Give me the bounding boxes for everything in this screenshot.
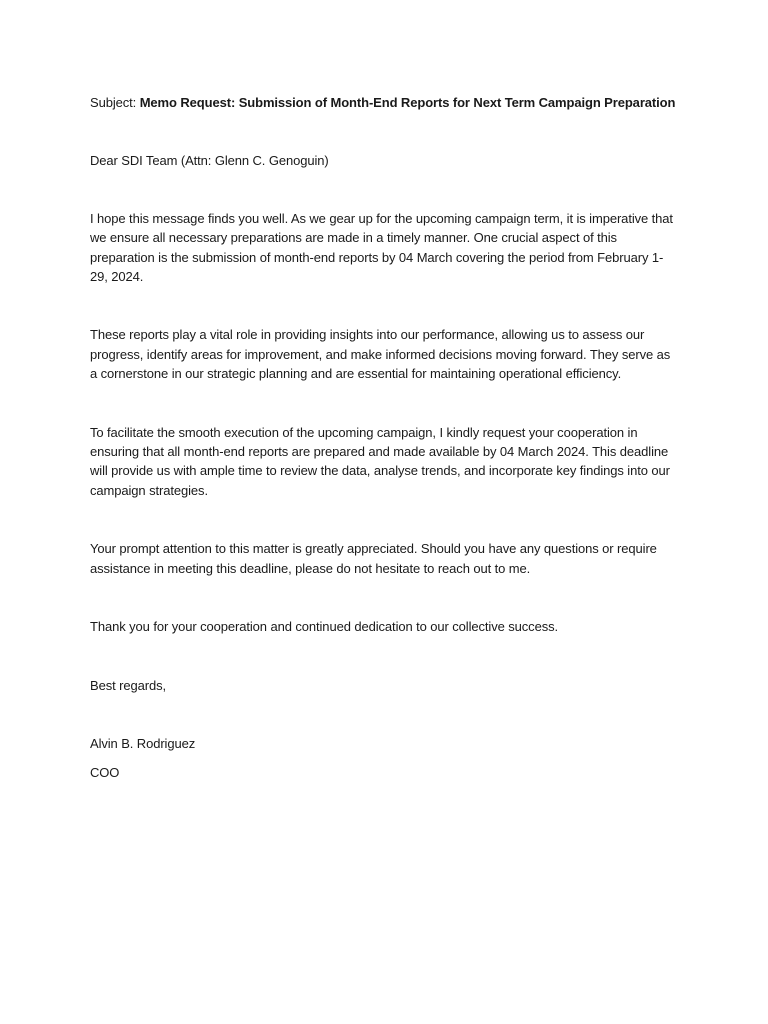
signature-name: Alvin B. Rodriguez xyxy=(90,735,196,751)
memo-paragraph-1: I hope this message finds you well. As we gear up for the upcoming campaign term, it is imperative that we ensure all necessary preparations are made in a timely manner. One crucial aspect of this preparation is the submission of month-end reports by 04 March covering the period from February 1-29, 2024. xyxy=(90,210,673,285)
memo-closing: Thank you for your cooperation and continued dedication to our collective success. xyxy=(90,619,559,635)
memo-paragraph-2: These reports play a vital role in providing insights into our performance, allowing us to assess our progress, identify areas for improvement, and make informed decisions moving forward. They serve as a cornerstone in our strategic planning and are essential for maintaining operational efficiency. xyxy=(90,327,671,382)
memo-paragraph-3: To facilitate the smooth execution of the upcoming campaign, I kindly request your cooperation in ensuring that all month-end reports are prepared and made available by 04 March 2024. This deadline will provide us with ample time to review the data, analyse trends, and incorporate key findings into our campaign strategies. xyxy=(90,424,670,498)
subject-text: Memo Request: Submission of Month-End Reports for Next Term Campaign Preparation xyxy=(139,95,676,110)
memo-paragraph-4: Your prompt attention to this matter is greatly appreciated. Should you have any questions or require assistance in meeting this deadline, please do not hesitate to reach out to me. xyxy=(90,541,657,576)
subject-label: Subject: xyxy=(90,95,140,110)
memo-subject xyxy=(90,93,680,112)
memo-body xyxy=(90,93,680,783)
signature-title: COO xyxy=(90,765,120,781)
memo-greeting: Dear SDI Team (Attn: Glenn C. Genoguin) xyxy=(90,153,329,169)
memo-signoff: Best regards, xyxy=(90,677,167,693)
